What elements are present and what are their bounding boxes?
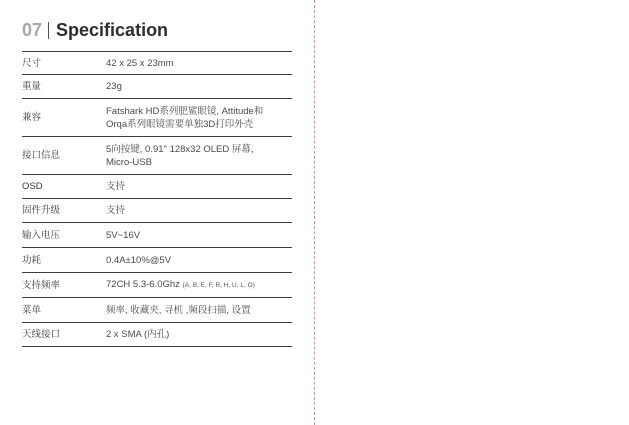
- spec-label: 支持频率: [22, 279, 61, 291]
- spec-row-frequency: [22, 273, 292, 298]
- section-heading: [22, 19, 168, 41]
- spec-value-main: 72CH 5.3-6.0Ghz: [106, 279, 180, 290]
- spec-value: 23g: [106, 81, 122, 92]
- spec-row-power: [22, 248, 292, 273]
- page-fold-divider: [314, 0, 315, 425]
- spec-row-antenna: [22, 323, 292, 347]
- spec-row-menu: [22, 298, 292, 323]
- spec-value: 0.4A±10%@5V: [106, 254, 172, 266]
- heading-separator: [48, 22, 49, 39]
- spec-label: 接口信息: [22, 150, 61, 161]
- spec-value: 42 x 25 x 23mm: [106, 57, 174, 69]
- section-number: 07: [22, 19, 43, 40]
- spec-label: 输入电压: [22, 229, 61, 241]
- spec-value: [106, 278, 292, 292]
- spec-row-interface: [22, 137, 292, 175]
- spec-label: 尺寸: [22, 57, 42, 69]
- spec-table: [22, 51, 292, 347]
- spec-label: 固件升级: [22, 205, 61, 216]
- spec-label: 兼容: [22, 112, 42, 123]
- spec-value-bands: (A, B, E, F, R, H, U, L, O): [182, 282, 255, 289]
- spec-row-voltage: [22, 223, 292, 248]
- spec-value-line: 5向按键, 0.91" 128x32 OLED 屏幕,: [106, 143, 254, 155]
- spec-value: [106, 105, 292, 131]
- spec-row-weight: [22, 75, 292, 99]
- spec-value: 5V~16V: [106, 229, 141, 241]
- spec-value-line: Fatshark HD系列肥鲨眼镜, Attitude和: [106, 105, 264, 117]
- spec-value: 支持: [106, 205, 126, 216]
- spec-label: 功耗: [22, 254, 42, 266]
- spec-value-line: Orqa系列眼镜需要单独3D打印外壳: [106, 118, 254, 130]
- spec-value: 频率, 收藏夹, 寻机 ,频段扫描, 设置: [106, 304, 251, 316]
- spec-row-compatibility: [22, 99, 292, 137]
- spec-label: OSD: [22, 181, 43, 192]
- spec-row-size: [22, 52, 292, 75]
- spec-label: 重量: [22, 81, 42, 92]
- spec-value-line: Micro-USB: [106, 156, 152, 168]
- spec-row-firmware: [22, 199, 292, 223]
- spec-value: 支持: [106, 181, 126, 192]
- spec-label: 天线接口: [22, 329, 61, 340]
- spec-label: 菜单: [22, 304, 42, 316]
- spec-value: [106, 143, 292, 169]
- spec-row-osd: [22, 175, 292, 199]
- spec-value: 2 x SMA (内孔): [106, 329, 170, 340]
- section-title: Specification: [56, 19, 169, 40]
